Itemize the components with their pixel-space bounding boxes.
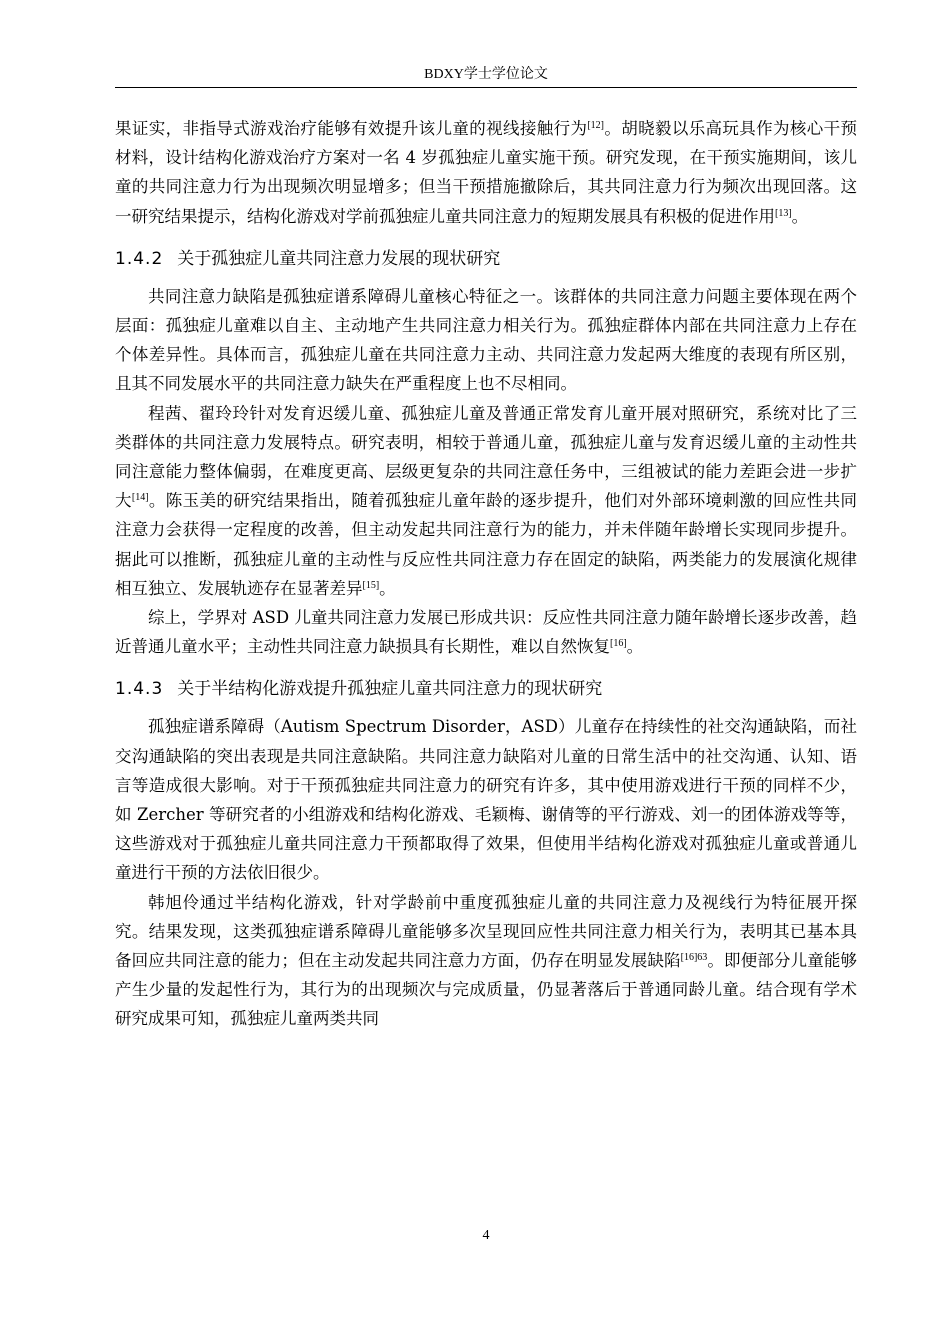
paragraph: 果证实，非指导式游戏治疗能够有效提升该儿童的视线接触行为[12]。胡晓毅以乐高玩具作为核心干预材料，设计结构化游戏治疗方案对一名 4 岁孤独症儿童实施干预。研究发现，在干预实施期间，该儿童的共同注意力行为出现频次明显增多；但当干预措施撤除后，其共同注意力行为频次出现回落。这一研究结果提示，结构化游戏对学前孤独症儿童共同注意力的短期发展具有积极的促进作用[13]。 <box>115 119 858 226</box>
citation: [13] <box>775 207 792 219</box>
page-body <box>115 114 857 1034</box>
page-number: 4 <box>482 1228 490 1243</box>
section-title: 关于孤独症儿童共同注意力发展的现状研究 <box>177 248 501 269</box>
header-rule <box>115 87 857 88</box>
section-heading <box>115 246 857 272</box>
section-heading <box>115 676 857 702</box>
section-number: 1.4.2 <box>115 248 164 269</box>
citation: [16] <box>610 638 627 650</box>
paragraph: 程茜、翟玲玲针对发育迟缓儿童、孤独症儿童及普通正常发育儿童开展对照研究，系统对比了三类群体的共同注意力发展特点。研究表明，相较于普通儿童，孤独症儿童与发育迟缓儿童的主动性共同注意能力整体偏弱，在难度更高、层级更复杂的共同注意任务中，三组被试的能力差距会进一步扩大[14]。陈玉美的研究结果指出，随着孤独症儿童年龄的逐步提升，他们对外部环境刺激的回应性共同注意力会获得一定程度的改善，但主动发起共同注意行为的能力，并未伴随年龄增长实现同步提升。据此可以推断，孤独症儿童的主动性与反应性共同注意力存在固定的缺陷，两类能力的发展演化规律相互独立、发展轨迹存在显著差异[15]。 <box>115 403 858 598</box>
section-title: 关于半结构化游戏提升孤独症儿童共同注意力的现状研究 <box>177 679 603 700</box>
citation: [12] <box>587 120 604 131</box>
citation: [16]63 <box>680 952 708 964</box>
paragraph: 共同注意力缺陷是孤独症谱系障碍儿童核心特征之一。该群体的共同注意力问题主要体现在两个层面：孤独症儿童难以自主、主动地产生共同注意力相关行为。孤独症群体内部在共同注意力上存在个体差异性。具体而言，孤独症儿童在共同注意力主动、共同注意力发起两大维度的表现有所区别，且其不同发展水平的共同注意力缺失在严重程度上也不尽相同。 <box>115 286 857 394</box>
paragraph: 综上，学界对 ASD 儿童共同注意力发展已形成共识：反应性共同注意力随年龄增长逐步改善，趋近普通儿童水平；主动性共同注意力缺损具有长期性，难以自然恢复[16]。 <box>115 608 857 657</box>
paragraph: 韩旭伶通过半结构化游戏，针对学龄前中重度孤独症儿童的共同注意力及视线行为特征展开探究。结果发现，这类孤独症谱系障碍儿童能够多次呈现回应性共同注意力相关行为，表明其已基本具备回应共同注意的能力；但在主动发起共同注意力方面，仍存在明显发展缺陷$^{[16]63}$。即便部分儿童能够产生少量的发起性行为，其行为的出现频次与完成质量，仍显著落后于普通同龄儿童。结合现有学术研究成果可知，孤独症儿童两类共同 <box>115 892 858 1029</box>
citation: [15] <box>362 579 380 591</box>
paragraph: 孤独症谱系障碍（Autism Spectrum Disorder，ASD）儿童存在持续性的社交沟通缺陷，而社交沟通缺陷的突出表现是共同注意缺陷。共同注意力缺陷对儿童的日常生活中的社交沟通、认知、语言等造成很大影响。对于干预孤独症共同注意力的研究有许多，其中使用游戏进行干预的同样不少，如 Zercher 等研究者的小组游戏和结构化游戏、毛颖梅、谢倩等的平行游戏、刘一的团体游戏等等，这些游戏对于孤独症儿童共同注意力干预都取得了效果，但使用半结构化游戏对孤独症儿童或普通儿童进行干预的方法依旧很少。 <box>115 717 857 883</box>
running-header: BDXY学士学位论文 <box>424 67 548 82</box>
citation: [14] <box>131 492 149 504</box>
section-number: 1.4.3 <box>115 679 164 700</box>
